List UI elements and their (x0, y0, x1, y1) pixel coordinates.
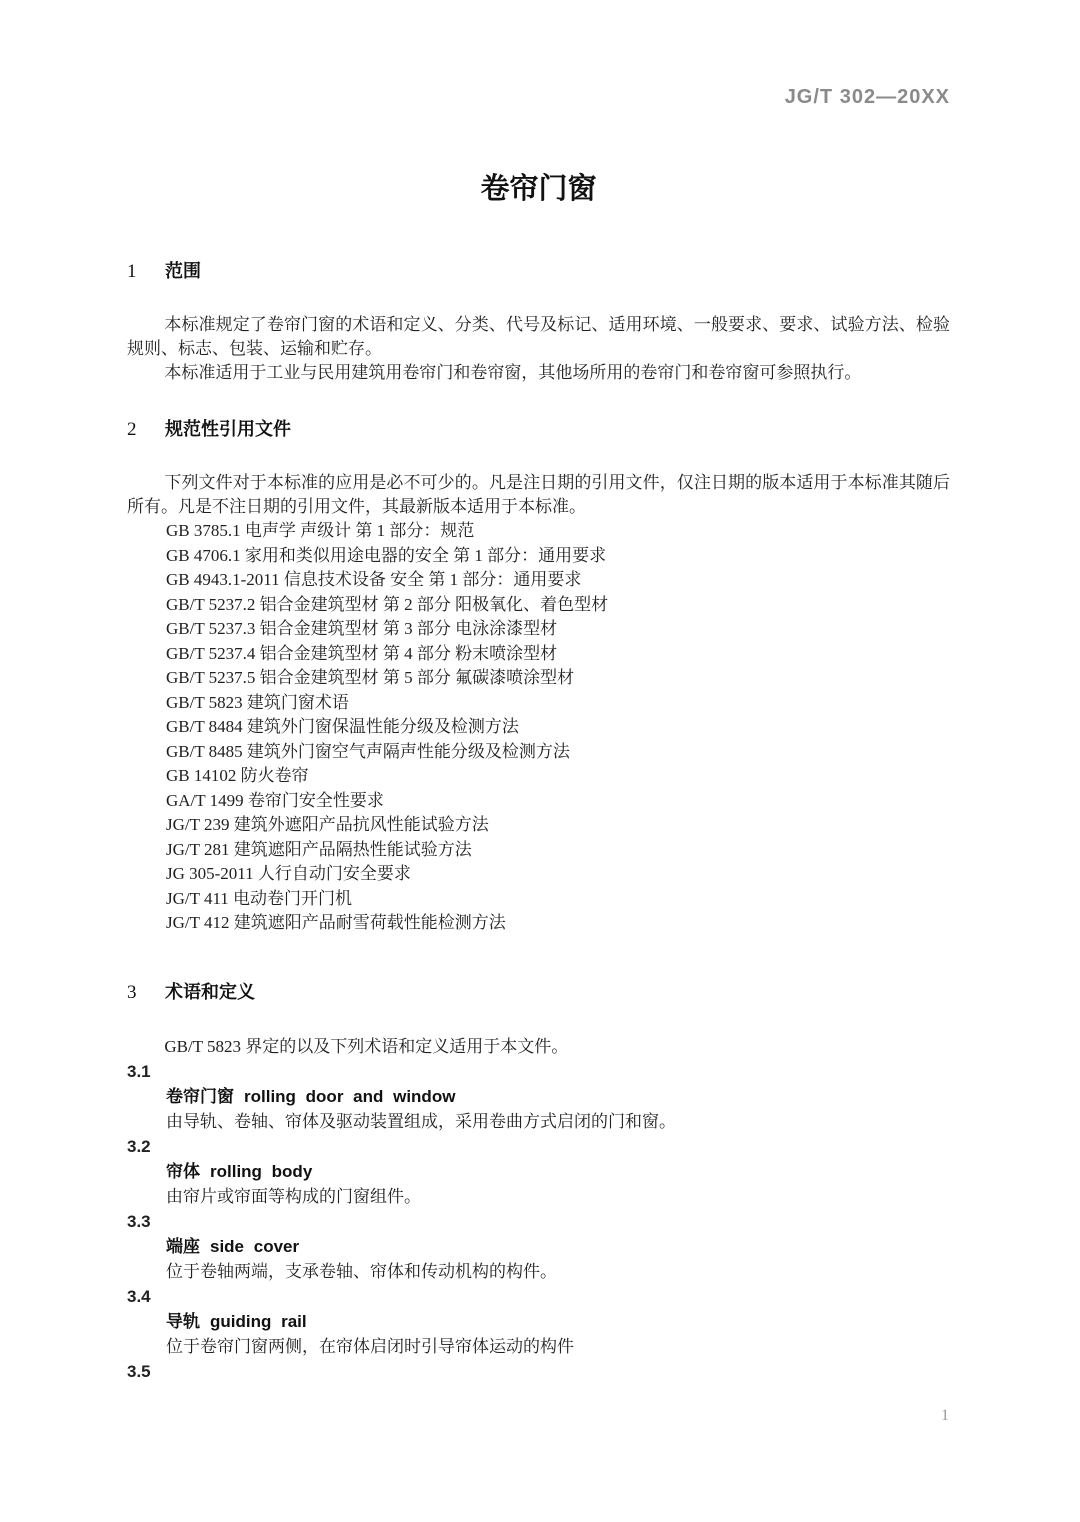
section-number: 2 (127, 419, 137, 440)
section-heading-references (127, 416, 950, 443)
section-heading-terms (127, 979, 950, 1006)
reference-item: GB 14102 防火卷帘 (166, 766, 309, 785)
term-number: 3.1 (127, 1061, 151, 1081)
term-block (127, 1209, 950, 1284)
term-number: 3.2 (127, 1136, 151, 1156)
term-block (127, 1059, 950, 1134)
reference-item: GB/T 8485 建筑外门窗空气声隔声性能分级及检测方法 (166, 741, 570, 761)
section-title: 术语和定义 (165, 981, 255, 1002)
term-en: side cover (210, 1236, 300, 1256)
reference-item: JG/T 239 建筑外遮阳产品抗风性能试验方法 (166, 815, 489, 834)
term-number: 3.5 (127, 1361, 151, 1381)
term-number: 3.3 (127, 1211, 151, 1231)
term-zh: 卷帘门窗 (166, 1086, 234, 1106)
term-block (127, 1284, 950, 1359)
terms-list (127, 1034, 950, 1384)
term-heading (127, 1234, 950, 1259)
term-heading (127, 1084, 950, 1109)
term-definition: 由帘片或帘面等构成的门窗组件。 (166, 1186, 421, 1206)
reference-item: GB/T 5237.2 铝合金建筑型材 第 2 部分 阳极氧化、着色型材 (166, 594, 609, 614)
paragraph: 下列文件对于本标准的应用是必不可少的。凡是注日期的引用文件，仅注日期的版本适用于本标准其随后所有。凡是不注日期的引用文件，其最新版本适用于本标准。 (127, 473, 950, 516)
terms-intro: GB/T 5823 界定的以及下列术语和定义适用于本文件。 (164, 1036, 569, 1056)
term-en: rolling door and window (244, 1086, 456, 1106)
term-definition: 位于卷帘门窗两侧，在帘体启闭时引导帘体运动的构件 (166, 1336, 574, 1356)
reference-item: GB 3785.1 电声学 声级计 第 1 部分：规范 (166, 521, 475, 540)
reference-item: GB/T 5237.4 铝合金建筑型材 第 4 部分 粉末喷涂型材 (166, 643, 558, 663)
term-definition: 由导轨、卷轴、帘体及驱动装置组成，采用卷曲方式启闭的门和窗。 (166, 1111, 676, 1131)
reference-item: JG/T 281 建筑遮阳产品隔热性能试验方法 (166, 839, 472, 859)
term-heading (127, 1159, 950, 1184)
page-content (127, 0, 950, 1384)
reference-list (127, 519, 950, 936)
section-title: 范围 (165, 261, 201, 281)
term-zh: 端座 (166, 1236, 200, 1256)
paragraph: 本标准规定了卷帘门窗的术语和定义、分类、代号及标记、适用环境、一般要求、要求、试验方法、检验规则、标志、包装、运输和贮存。 (127, 315, 950, 358)
reference-item: GA/T 1499 卷帘门安全性要求 (166, 790, 384, 810)
reference-item: GB/T 8484 建筑外门窗保温性能分级及检测方法 (166, 717, 519, 736)
term-block (127, 1359, 950, 1384)
term-zh: 帘体 (166, 1161, 200, 1181)
page-number: 1 (941, 1407, 949, 1424)
reference-item: GB 4706.1 家用和类似用途电器的安全 第 1 部分：通用要求 (166, 545, 607, 565)
section-number: 1 (127, 261, 137, 282)
reference-item: GB/T 5237.5 铝合金建筑型材 第 5 部分 氟碳漆喷涂型材 (166, 668, 575, 687)
reference-item: JG/T 412 建筑遮阳产品耐雪荷载性能检测方法 (166, 913, 506, 932)
reference-item: GB 4943.1-2011 信息技术设备 安全 第 1 部分：通用要求 (166, 570, 582, 589)
term-en: guiding rail (210, 1311, 307, 1331)
paragraph: 本标准适用于工业与民用建筑用卷帘门和卷帘窗，其他场所用的卷帘门和卷帘窗可参照执行。 (164, 363, 862, 382)
term-block (127, 1134, 950, 1209)
doc-code: JG/T 302—20XX (784, 86, 950, 108)
term-zh: 导轨 (166, 1311, 200, 1331)
reference-item: GB/T 5237.3 铝合金建筑型材 第 3 部分 电泳涂漆型材 (166, 619, 558, 638)
section-title: 规范性引用文件 (165, 419, 291, 439)
reference-item: JG 305-2011 人行自动门安全要求 (166, 864, 411, 883)
reference-item: GB/T 5823 建筑门窗术语 (166, 692, 349, 712)
section-number: 3 (127, 981, 137, 1003)
term-heading (127, 1309, 950, 1334)
section-heading-scope (127, 258, 950, 285)
reference-item: JG/T 411 电动卷门开门机 (166, 888, 353, 908)
term-number: 3.4 (127, 1286, 151, 1306)
term-en: rolling body (210, 1161, 313, 1181)
page-title: 卷帘门窗 (480, 173, 597, 205)
term-definition: 位于卷轴两端，支承卷轴、帘体和传动机构的构件。 (166, 1261, 557, 1281)
